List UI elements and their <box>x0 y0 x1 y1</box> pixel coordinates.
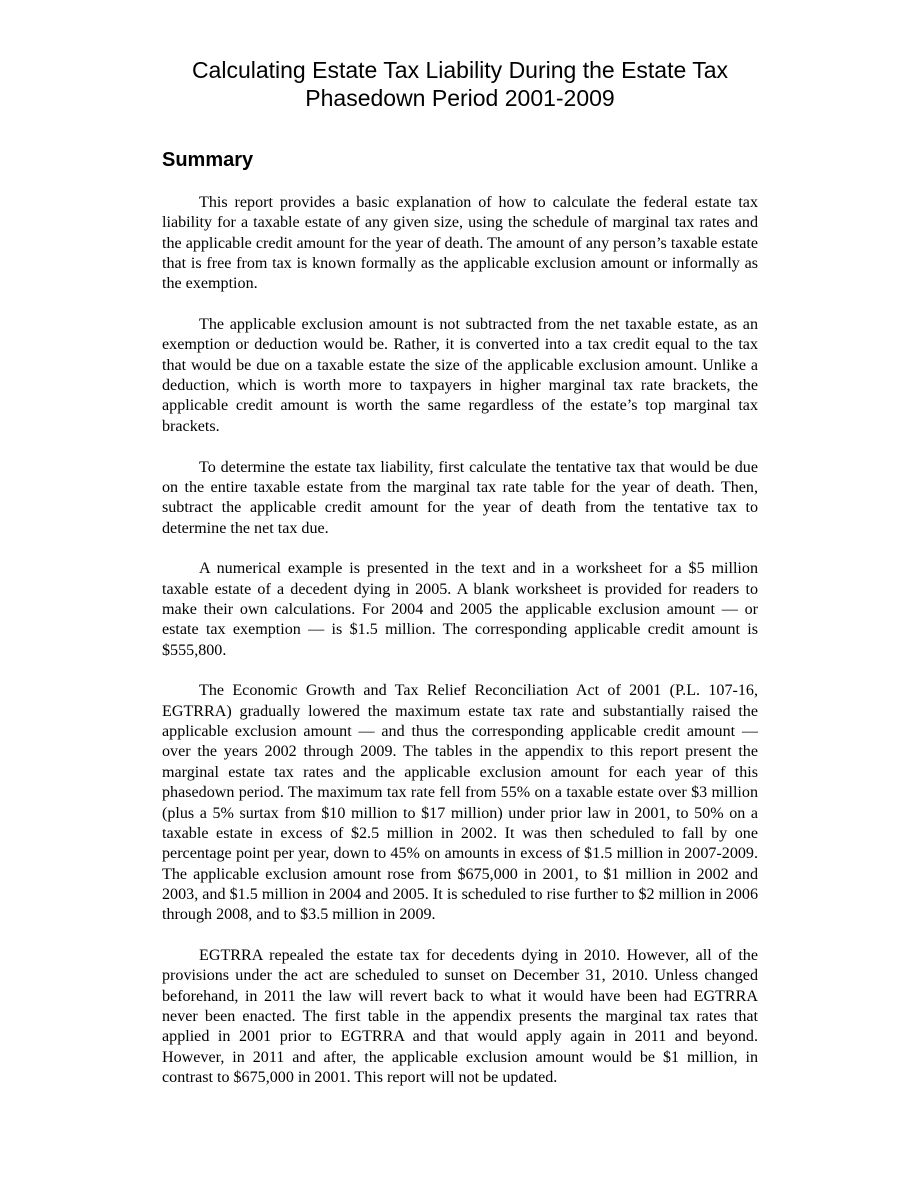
title-line-1: Calculating Estate Tax Liability During the Estate Tax <box>191 57 729 83</box>
summary-body <box>162 193 758 1088</box>
paragraph-intro: This report provides a basic explanation of how to calculate the federal estate tax liability for a taxable estate of any given size, using the schedule of marginal tax rates and the applicable credit amount for the year of death. The amount of any person’s taxable estate that is free from tax is known formally as the applicable exclusion amount or informally as the exemption. <box>162 194 758 293</box>
paragraph-egtrra: The Economic Growth and Tax Relief Reconciliation Act of 2001 (P.L. 107-16, EGTRRA) gradually lowered the maximum estate tax rate and substantially raised the applicable exclusion amount — and thus the corresponding applicable credit amount — over the years 2002 through 2009. The tables in the appendix to this report present the marginal estate tax rates and the applicable exclusion amount for each year of this phasedown period. The maximum tax rate fell from 55% on a taxable estate over $3 million (plus a 5% surtax from $10 million to $17 million) under prior law in 2001, to 50% on a taxable estate in excess of $2.5 million in 2002. It was then scheduled to fall by one percentage point per year, down to 45% on amounts in excess of $1.5 million in 2007-2009. The applicable exclusion amount rose from $675,000 in 2001, to $1 million in 2002 and 2003, and $1.5 million in 2004 and 2005. It is scheduled to rise further to $2 million in 2006 through 2008, and to $3.5 million in 2009. <box>162 682 758 924</box>
section-heading-summary: Summary <box>162 149 254 171</box>
paragraph-numerical-example: A numerical example is presented in the text and in a worksheet for a $5 million taxable estate of a decedent dying in 2005. A blank worksheet is provided for readers to make their own calculations. For 2004 and 2005 the applicable exclusion amount — or estate tax exemption — is $1.5 million. The corresponding applicable credit amount is $555,800. <box>162 560 758 659</box>
document-title <box>160 56 760 112</box>
paragraph-repeal-sunset: EGTRRA repealed the estate tax for decedents dying in 2010. However, all of the provisions under the act are scheduled to sunset on December 31, 2010. Unless changed beforehand, in 2011 the law will revert back to what it would have been had EGTRRA never been enacted. The first table in the appendix presents the marginal tax rates that applied in 2001 prior to EGTRRA and that would apply again in 2011 and beyond. However, in 2011 and after, the applicable exclusion amount would be $1 million, in contrast to $675,000 in 2001. This report will not be updated. <box>162 946 758 1087</box>
title-line-2: Phasedown Period 2001-2009 <box>305 85 615 111</box>
paragraph-determine-liability: To determine the estate tax liability, first calculate the tentative tax that would be due on the entire taxable estate from the marginal tax rate table for the year of death. Then, subtract the applicable credit amount for the year of death from the tentative tax to determine the net tax due. <box>162 458 758 537</box>
paragraph-exclusion-amount: The applicable exclusion amount is not subtracted from the net taxable estate, as an exemption or deduction would be. Rather, it is converted into a tax credit equal to the tax that would be due on a taxable estate the size of the applicable exclusion amount. Unlike a deduction, which is worth more to taxpayers in higher marginal tax rate brackets, the applicable credit amount is worth the same regardless of the estate’s top marginal tax brackets. <box>162 316 758 435</box>
